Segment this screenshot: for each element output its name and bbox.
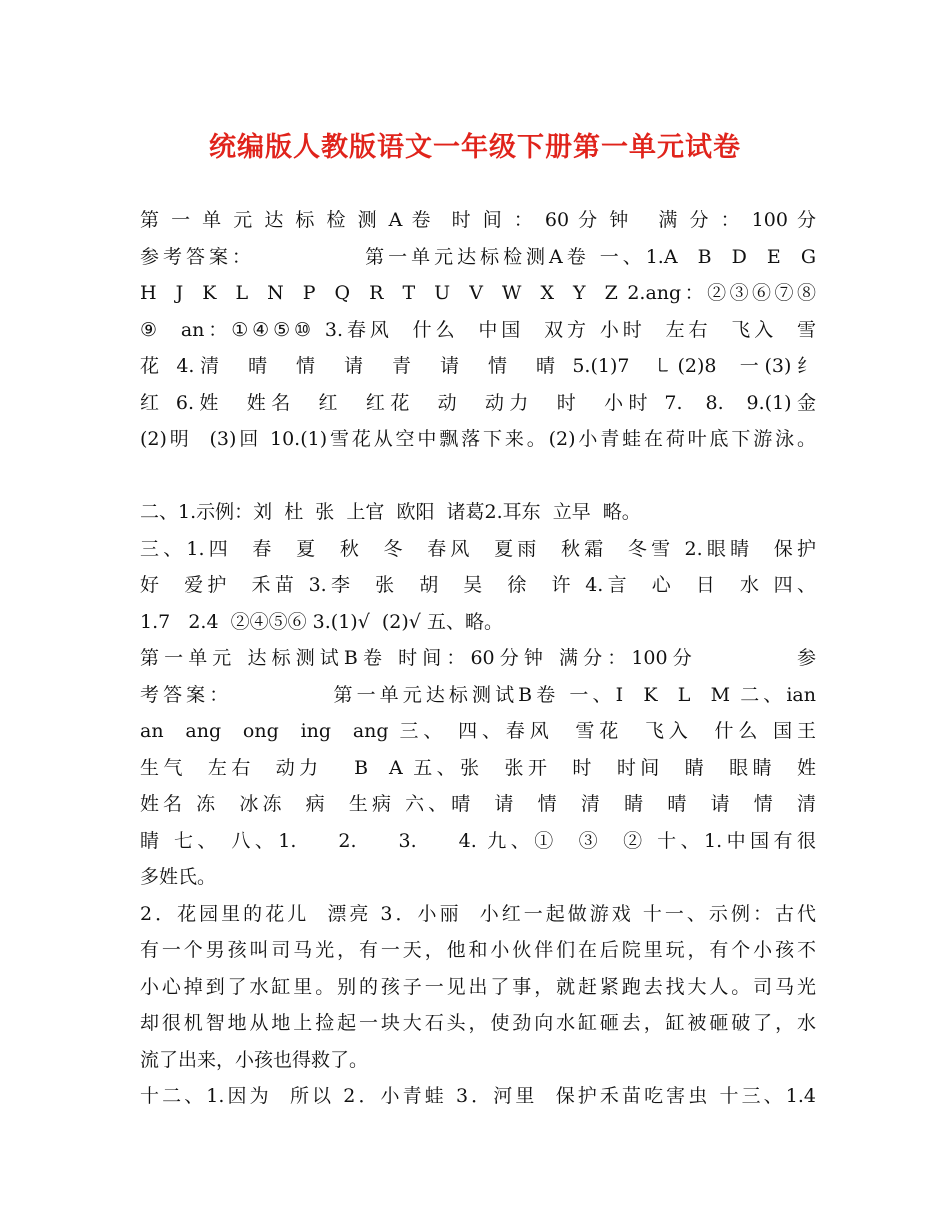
text-line: 好 爱护 禾苗 3.李 张 胡 吴 徐 许 4.言 心 日 水 四、 bbox=[140, 574, 816, 596]
document-title: 统编版人教版语文一年级下册第一单元试卷 bbox=[209, 132, 741, 163]
text-line: ⑨ an：①④⑤⑩ 3.春风 什么 中国 双方 小时 左右 飞入 雪 bbox=[140, 318, 816, 341]
text-line: 考答案： 第一单元达标测试B卷 一、I K L M 二、ian bbox=[140, 683, 816, 706]
text-line: 二、1.示例：刘 杜 张 上官 欧阳 诸葛2.耳东 立早 略。 bbox=[140, 501, 641, 523]
text-line: 有一个男孩叫司马光，有一天，他和小伙伴们在后院里玩，有个小孩不 bbox=[140, 939, 816, 961]
text-line: 第一单元 达标测试B卷 时间：60分钟 满分：100分 参 bbox=[140, 647, 816, 669]
text-line: 却很机智地从地上捡起一块大石头，使劲向水缸砸去，缸被砸破了，水 bbox=[140, 1012, 816, 1034]
text-line: (2)明 (3)回 10.(1)雪花从空中飘落下来。(2)小青蛙在荷叶底下游泳。 bbox=[140, 428, 816, 450]
answer-body bbox=[140, 202, 816, 1115]
text-line: 姓名 冻 冰冻 病 生病 六、晴 请 情 清 睛 晴 请 情 清 bbox=[140, 793, 816, 815]
text-line: 小心掉到了水缸里。别的孩子一见出了事，就赶紧跑去找大人。司马光 bbox=[140, 975, 816, 998]
text-line: 十二、1.因为 所以 2．小青蛙 3．河里 保护禾苗吃害虫 十三、1.4 bbox=[140, 1085, 816, 1107]
text-line: 红 6.姓 姓名 红 红花 动 动力 时 小时 7. 8. 9.(1)金 bbox=[140, 391, 816, 414]
text-line: 1.7 2.4 ②④⑤⑥ 3.(1)√ (2)√ 五、略。 bbox=[140, 610, 503, 633]
text-line: 第 一 单 元 达 标 检 测 A 卷 时 间 ： 60 分 钟 满 分 ： 100 分 bbox=[140, 209, 816, 231]
text-line: 参考答案： 第一单元达标检测A卷 一、1.A B D E G bbox=[140, 245, 816, 268]
text-line: 2．花园里的花儿 漂亮 3．小丽 小红一起做游戏 十一、示例：古代 bbox=[140, 902, 816, 925]
text-line: an ang ong ing ang 三、 四、春风 雪花 飞入 什么 国王 bbox=[140, 720, 816, 742]
text-line: 多姓氏。 bbox=[140, 866, 217, 888]
text-line: H J K L N P Q R T U V W X Y Z 2.ang：②③⑥⑦⑧ bbox=[140, 282, 816, 304]
blank-line bbox=[140, 458, 816, 495]
text-line: 睛 七、 八、1. 2. 3. 4. 九、① ③ ② 十、1.中国有很 bbox=[140, 829, 816, 852]
text-line: 三、1.四 春 夏 秋 冬 春风 夏雨 秋霜 冬雪 2.眼睛 保护 bbox=[140, 537, 816, 560]
text-line: 花 4.清 晴 情 请 青 请 情 晴 5.(1)7 ㇄(2)8 一(3)纟 bbox=[140, 355, 816, 377]
text-line: 流了出来，小孩也得救了。 bbox=[140, 1048, 369, 1071]
text-line: 生气 左右 动力 B A 五、张 张开 时 时间 睛 眼睛 姓 bbox=[140, 756, 816, 779]
